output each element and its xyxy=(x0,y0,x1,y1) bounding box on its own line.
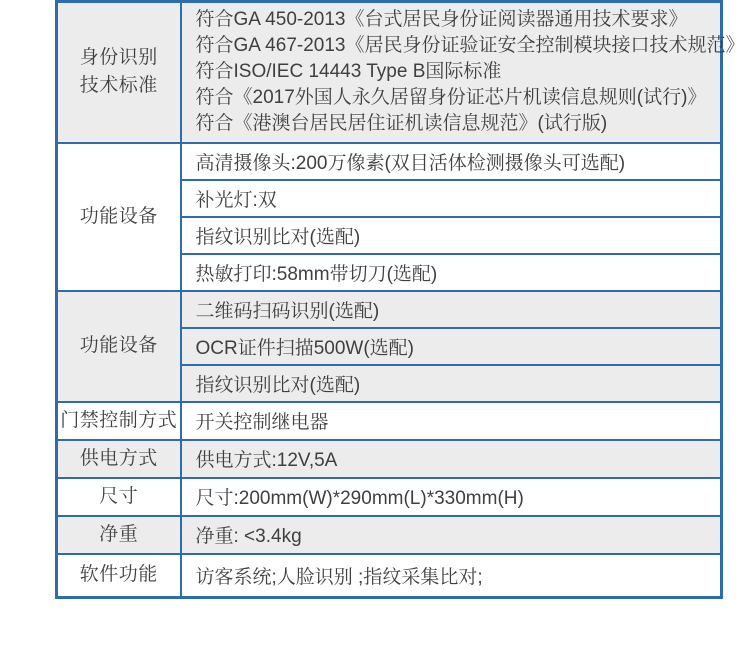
spec-row-net-weight xyxy=(57,516,722,554)
spec-label-line: 门禁控制方式 xyxy=(60,409,178,431)
spec-value-line: 符合GA 467-2013《居民身份证验证安全控制模块接口技术规范》 xyxy=(195,35,745,57)
spec-value-cell: 访客系统;人脸识别 ;指纹采集比对; xyxy=(181,554,722,598)
spec-value-cell: 开关控制继电器 xyxy=(181,402,722,440)
spec-label-line: 供电方式 xyxy=(79,447,158,469)
spec-value-cell: OCR证件扫描500W(选配) xyxy=(181,328,722,365)
spec-value-cell: 高清摄像头:200万像素(双目活体检测摄像头可选配) xyxy=(181,143,722,180)
spec-value-cell: 热敏打印:58mm带切刀(选配) xyxy=(181,254,722,291)
spec-value-cell: 供电方式:12V,5A xyxy=(181,440,722,478)
spec-row-devices-1 xyxy=(57,143,722,180)
spec-value-cell: 净重: <3.4kg xyxy=(181,516,722,554)
spec-label-cell xyxy=(57,402,181,440)
spec-label-line: 净重 xyxy=(99,523,139,545)
spec-label-cell xyxy=(57,291,181,402)
spec-label-line: 功能设备 xyxy=(79,335,158,356)
spec-label-line: 身份识别 xyxy=(79,47,158,69)
spec-value-line: 符合ISO/IEC 14443 Type B国际标准 xyxy=(195,61,502,83)
spec-label-cell xyxy=(57,554,181,598)
spec-value-cell xyxy=(181,2,745,143)
spec-row-software xyxy=(57,554,722,598)
spec-value-cell: 指纹识别比对(选配) xyxy=(181,217,722,254)
spec-label-cell xyxy=(57,440,181,478)
spec-value-line: 符合《2017外国人永久居留身份证芯片机读信息规则(试行)》 xyxy=(195,87,707,109)
spec-label-line: 技术标准 xyxy=(79,75,158,97)
spec-row-access-control xyxy=(57,402,722,440)
spec-table xyxy=(55,0,745,599)
spec-value-line: 符合GA 450-2013《台式居民身份证阅读器通用技术要求》 xyxy=(195,9,688,31)
spec-label-cell xyxy=(57,478,181,516)
spec-value-cell: 尺寸:200mm(W)*290mm(L)*330mm(H) xyxy=(181,478,722,516)
spec-label-line: 尺寸 xyxy=(99,485,139,507)
spec-value-line: 符合《港澳台居民居住证机读信息规范》(试行版) xyxy=(195,113,608,135)
spec-value-cell: 指纹识别比对(选配) xyxy=(181,365,722,402)
spec-row-power xyxy=(57,440,722,478)
spec-label-line: 功能设备 xyxy=(79,205,158,227)
spec-value-cell: 二维码扫码识别(选配) xyxy=(181,291,722,328)
spec-row-id-standards xyxy=(57,2,722,143)
spec-value-cell: 补光灯:双 xyxy=(181,180,722,217)
spec-label-cell xyxy=(57,516,181,554)
spec-label-cell xyxy=(57,143,181,291)
spec-row-dimensions xyxy=(57,478,722,516)
spec-label-line: 软件功能 xyxy=(79,564,158,586)
spec-label-cell xyxy=(57,2,181,143)
product-spec-section xyxy=(55,0,745,599)
spec-row-devices-2 xyxy=(57,291,722,328)
